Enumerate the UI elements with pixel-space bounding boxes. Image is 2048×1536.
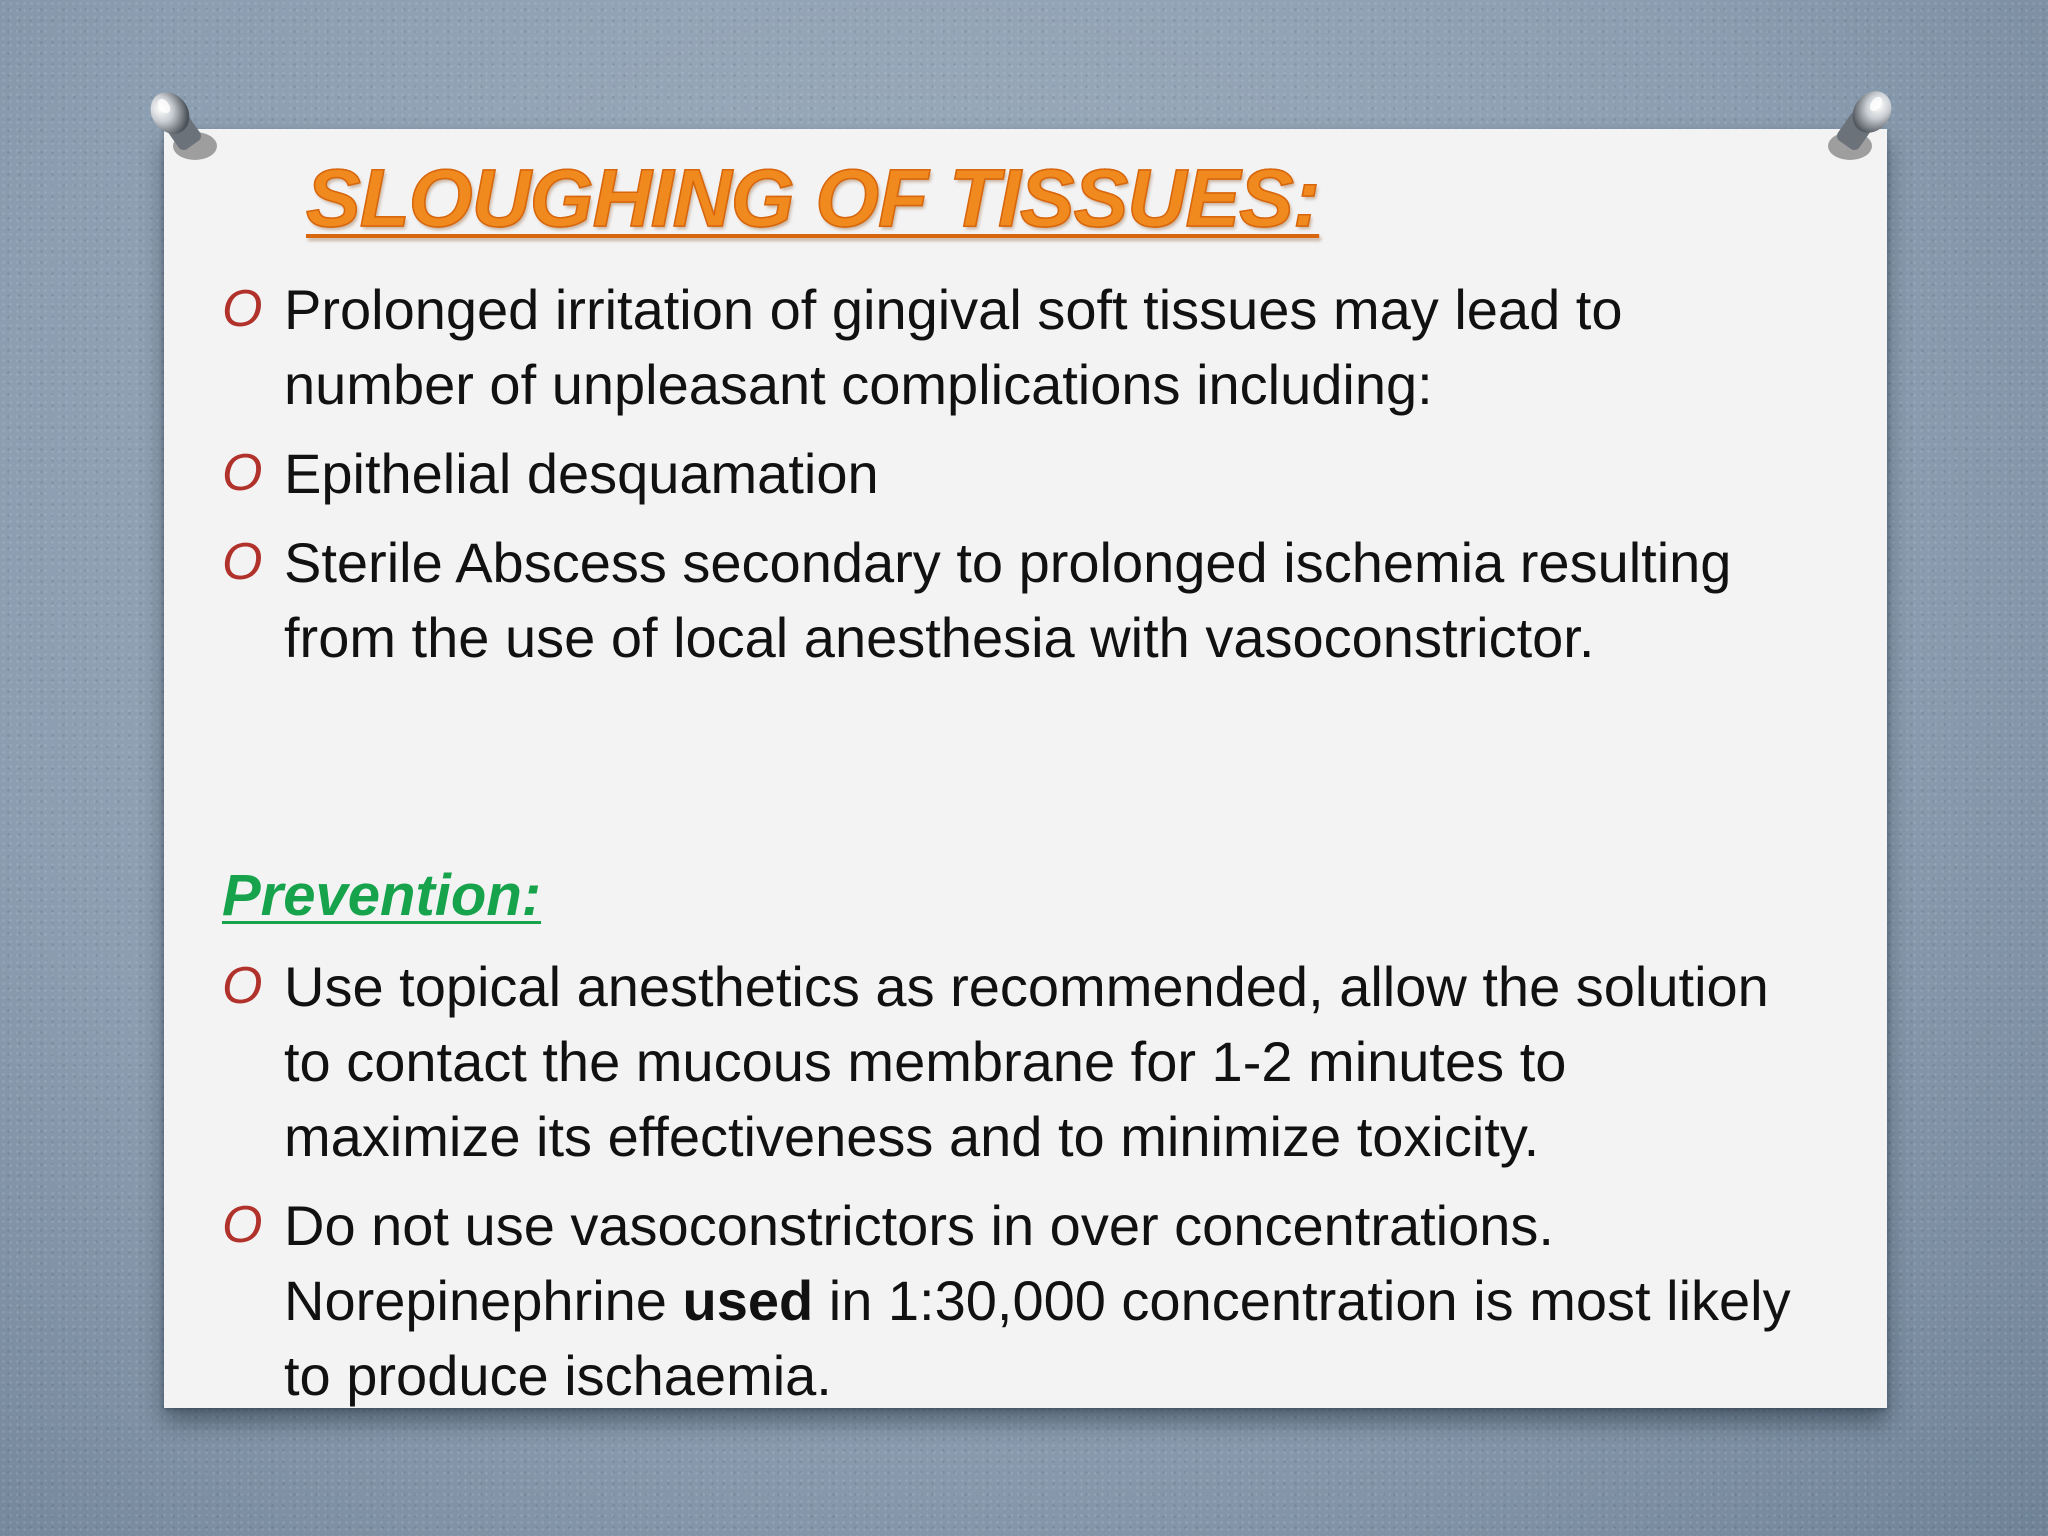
list-item-text: Use topical anesthetics as recommended, allow the solution to contact the mucous membrane for 1-2 minutes to maximize its effectiveness and to minimize toxicity. [284,955,1769,1168]
slide-title: SLOUGHING OF TISSUES: [306,153,1320,244]
prevention-heading: Prevention: [222,863,542,928]
list-item-text-part: Do not use vasoconstrictors in over concentrations. Norepinephrine [284,1194,1554,1332]
prevention-list [0,949,1804,1413]
bullet-icon: O [222,1196,263,1254]
list-item [0,525,1804,675]
bullet-icon: O [222,957,263,1015]
bold-word: used [682,1269,814,1332]
list-item-text: Epithelial desquamation [284,442,879,505]
bullet-icon: O [222,444,263,502]
bullet-icon: O [222,533,263,591]
list-item [0,436,1804,511]
list-item [0,272,1804,422]
list-item-text-part: in 1:30,000 concentration is most likely to produce ischaemia. [284,1269,1791,1407]
bullet-icon: O [222,280,263,338]
list-item-text: Prolonged irritation of gingival soft tissues may lead to number of unpleasant complications including: [284,278,1623,416]
list-item-text: Sterile Abscess secondary to prolonged ischemia resulting from the use of local anesthesia with vasoconstrictor. [284,531,1732,669]
list-item [0,1188,1804,1413]
complications-list [0,272,1804,675]
list-item [0,949,1804,1174]
